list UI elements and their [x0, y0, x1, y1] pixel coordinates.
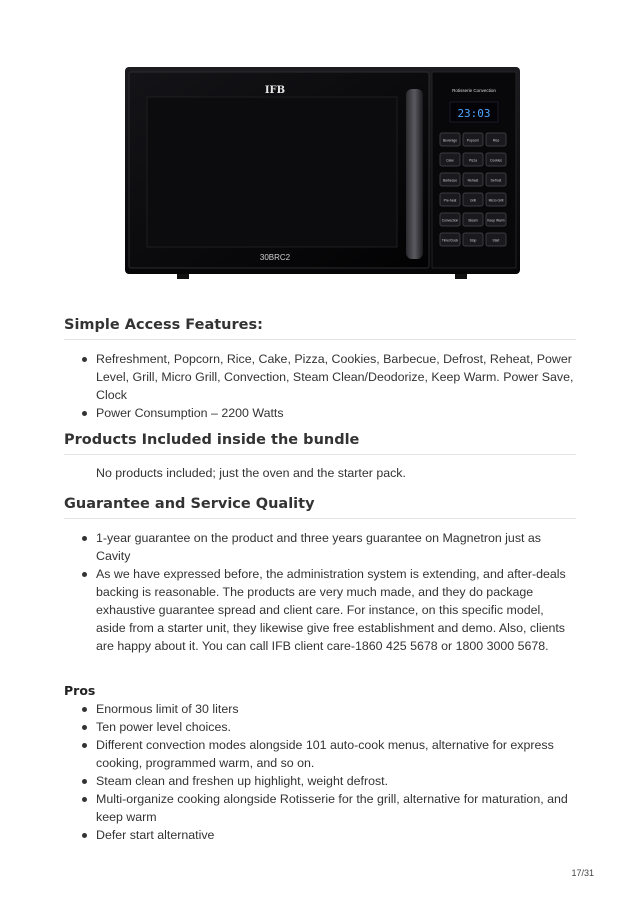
list-item: As we have expressed before, the administration system is extending, and after-deals backing is reasonable. The products are very much made, and they do package exhaustive guarantee spread and client care. For instance, on this specific model, aside from a starter unit, they likewise give free establishment and demo. Also, clients are happy about it. You can call IFB client care-1860 425 5678 or 1800 3000 5678. — [64, 565, 576, 655]
clock-display: 23:03 — [457, 107, 491, 120]
oven-button-label: Convection — [441, 218, 459, 223]
list-item: Steam clean and freshen up highlight, weight defrost. — [64, 772, 576, 790]
oven-button-label: Grill — [470, 198, 476, 203]
list-item: Different convection modes alongside 101 auto-cook menus, alternative for express cooking, programmed warm, and so on. — [64, 736, 576, 772]
section-heading: Simple Access Features: — [64, 317, 576, 340]
oven-button-label: Reheat — [467, 178, 479, 183]
list-item: Refreshment, Popcorn, Rice, Cake, Pizza, Cookies, Barbecue, Defrost, Reheat, Power Level, Grill, Micro Grill, Convection, Steam Clean/Deodorize, Keep Warm. Power Save, Clock — [64, 350, 576, 404]
oven-button-label: Pre-heat — [443, 198, 457, 203]
oven-button-label: Pizza — [468, 158, 478, 163]
oven-button-label: Start — [492, 238, 500, 243]
section-heading: Guarantee and Service Quality — [64, 496, 576, 519]
section-heading: Products Included inside the bundle — [64, 432, 576, 455]
pros-list — [64, 700, 576, 844]
oven-button-label: Cake — [446, 158, 454, 163]
page-number: 17/31 — [571, 868, 594, 878]
oven-button-label: Steam — [468, 218, 478, 223]
section-heading: Pros — [64, 683, 96, 698]
oven-button-label: Barbecue — [442, 178, 458, 183]
section-simple-access — [64, 317, 576, 422]
oven-button-label: Time/Clock — [441, 238, 459, 243]
oven-button-label: Stop — [469, 238, 477, 243]
oven-button-label: Keep Warm — [487, 218, 505, 223]
list-item: 1-year guarantee on the product and three years guarantee on Magnetron just as Cavity — [64, 529, 576, 565]
oven-button-label: Rice — [492, 138, 500, 143]
panel-title: Rotisserie Convection — [452, 88, 496, 93]
list-item: Defer start alternative — [64, 826, 576, 844]
paragraph: No products included; just the oven and the starter pack. — [96, 466, 406, 480]
oven-button-label: Cookies — [490, 158, 502, 163]
oven-button-label: Defrost — [490, 178, 502, 183]
section-products-included — [64, 432, 576, 482]
list-item: Power Consumption – 2200 Watts — [64, 404, 576, 422]
oven-button-label: Micro Grill — [488, 198, 504, 203]
microwave-oven-image — [125, 67, 520, 279]
feature-list — [64, 350, 576, 422]
guarantee-list — [64, 529, 576, 655]
oven-button-label: Beverage — [442, 138, 458, 143]
list-item: Ten power level choices. — [64, 718, 576, 736]
section-pros — [64, 683, 576, 844]
oven-button-label: Popcorn — [466, 138, 480, 143]
model-label: 30BRC2 — [259, 253, 291, 262]
brand-logo: IFB — [264, 85, 286, 96]
section-guarantee — [64, 496, 576, 655]
list-item: Enormous limit of 30 liters — [64, 700, 576, 718]
list-item: Multi-organize cooking alongside Rotisserie for the grill, alternative for maturation, and keep warm — [64, 790, 576, 826]
